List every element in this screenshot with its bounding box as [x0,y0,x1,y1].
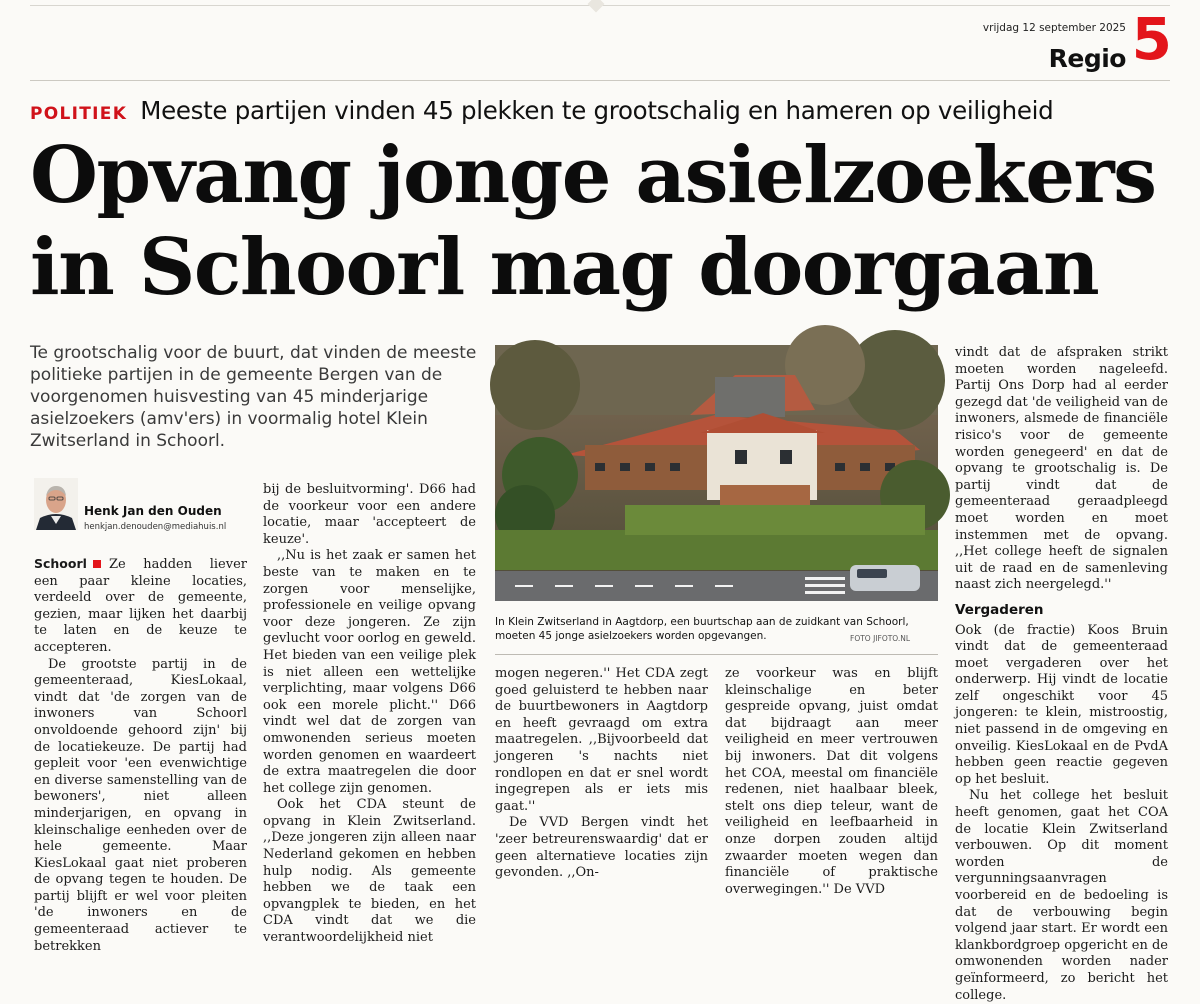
top-border [30,0,1170,6]
body-paragraph: vindt dat de afspraken strikt moeten worden nageleefd. Partij Ons Dorp had al eerder gezegd dat 'de veiligheid van de inwoners, alsmede de financiële risico's voor de gemeente worden genegeerd' en dat de opvang te grootschalig is. De partij vindt dat de gemeenteraad geraadpleegd moet worden en moet instemmen met de opvang. ,,Het college heeft de signalen uit de raad en de samenleving naast zich neergelegd.'' [955,345,1168,593]
article-photo [495,345,938,601]
body-paragraph: ze voorkeur was en blijft kleinschalige en beter gespreide opvang, juist omdat dat bijdraagt aan meer veiligheid en meer vertrouwen bij inwoners. Dat dit volgens het COA, meestal om financiële redenen, niet haalbaar bleek, stelt ons diep teleur, want de veiligheid en leefbaarheid in onze dorpen zouden altijd zwaarder moeten wegen dan financiële of praktische overwegingen.'' De VVD [725,666,938,897]
body-column-2 [263,482,476,947]
edition-date: vrijdag 12 september 2025 [982,22,1126,34]
photo-credit: FOTO JIFOTO.NL [850,634,911,643]
section-name: Regio [1048,44,1126,73]
body-paragraph: Ook het CDA steunt de opvang in Klein Zwitserland. ,,Deze jongeren zijn alleen naar Nederland gekomen en hebben hulp nodig. Als gemeente hebben we de taak een opvangplek te bieden, en het CDA vindt dat we die verantwoordelijkheid niet [263,797,476,946]
body-paragraph: mogen negeren.'' Het CDA zegt goed geluisterd te hebben naar de buurtbewoners in Aagtdorp en heeft gevraagd om extra maatregelen. ,,Bijvoorbeeld dat jongeren 's nachts niet rondlopen en dat er snel wordt ingegrepen als er iets mis gaat.'' [495,666,708,814]
header-divider [30,80,1170,81]
body-paragraph: bij de besluitvorming'. D66 had de voorkeur voor een andere locatie, maar 'accepteert de keuze'. [263,482,476,547]
byline [34,478,234,534]
body-text: Ze hadden liever een paar kleine locaties, verdeeld over de gemeente, gezien, maar lijken het daarbij te laten en de keuze te accepteren. [34,557,247,655]
body-paragraph: De grootste partij in de gemeenteraad, KiesLokaal, vindt dat 'de zorgen van de inwoners van Schoorl onvoldoende gehoord zijn' bij de locatiekeuze. De partij had gepleit voor 'een evenwichtige en diverse samenstelling van de bewoners', niet alleen minderjarigen, en opvang in kleinschalige eenheden over de hele gemeente. Maar KiesLokaal gaat niet proberen de opvang tegen te houden. De partij blijft er wel voor pleiten 'de inwoners en de gemeenteraad actiever te betrekken [34,656,247,954]
photo-caption: In Klein Zwitserland in Aagtdorp, een buurtschap aan de zuidkant van Schoorl, moeten 45 jonge asielzoekers worden opgevangen. [495,616,909,642]
caption-divider [495,654,938,655]
author-avatar [34,478,78,530]
headline-line-2: in Schoorl mag doorgaan [30,222,1099,313]
body-paragraph: Nu het college het besluit heeft genomen, gaat het COA de locatie Klein Zwitserland verbouwen. Op dit moment worden de vergunningsaanvragen voorbereid en de bedoeling is dat de verbouwing begin volgend jaar start. Er wordt een klankbordgroep opgericht en de omwonenden worden nader geïnformeerd, zo bericht het college. [955,788,1168,1003]
section-subheading: Vergaderen [955,601,1044,618]
body-column-1 [34,556,247,955]
body-paragraph: Ook (de fractie) Koos Bruin vindt dat de gemeenteraad moet vergaderen over het onderwerp. Hij vindt de locatie zelf ongeschikt voor 45 jongeren: te klein, mistroostig, niet passend in de omgeving en onveilig. KiesLokaal en de PvdA hebben geen reactie gegeven op het besluit. [955,622,1168,787]
body-paragraph: ,,Nu is het zaak er samen het beste van te maken en te zorgen voor menselijke, professionele en veilige opvang voor deze jongeren. Ze zijn gevlucht voor oorlog en geweld. Het bieden van een veilige plek is niet alleen een wettelijke verplichting, maar volgens D66 ook een morele plicht.'' D66 vindt wel dat de zorgen van omwonenden serieus moeten worden genomen en waardeert de extra maatregelen die door het college zijn genomen. [263,548,476,796]
dateline-bullet [93,560,101,568]
kicker-row [30,96,1053,125]
body-column-5 [955,345,1168,1004]
author-email[interactable]: henkjan.denouden@mediahuis.nl [84,522,227,532]
headline-line-1: Opvang jonge asielzoekers [30,130,1156,221]
dateline: Schoorl [34,556,87,571]
subheadline: Meeste partijen vinden 45 plekken te grootschalig en hameren op veiligheid [140,96,1054,125]
body-column-3 [495,666,708,882]
headline [30,130,1156,314]
body-paragraph: De VVD Bergen vindt het 'zeer betreurenswaardig' dat er geen alternatieve locaties zijn gevonden. ,,On- [495,815,708,881]
top-ornament [588,0,605,12]
body-column-4 [725,666,938,898]
page-number: 5 [1131,5,1172,73]
kicker-label: POLITIEK [30,104,128,124]
intro-paragraph: Te grootschalig voor de buurt, dat vinden de meeste politieke partijen in de gemeente Bergen van de voorgenomen huisvesting van 45 minderjarige asielzoekers (amv'ers) in voormalig hotel Klein Zwitserland in Schoorl. [30,343,477,451]
author-name: Henk Jan den Ouden [84,504,222,518]
